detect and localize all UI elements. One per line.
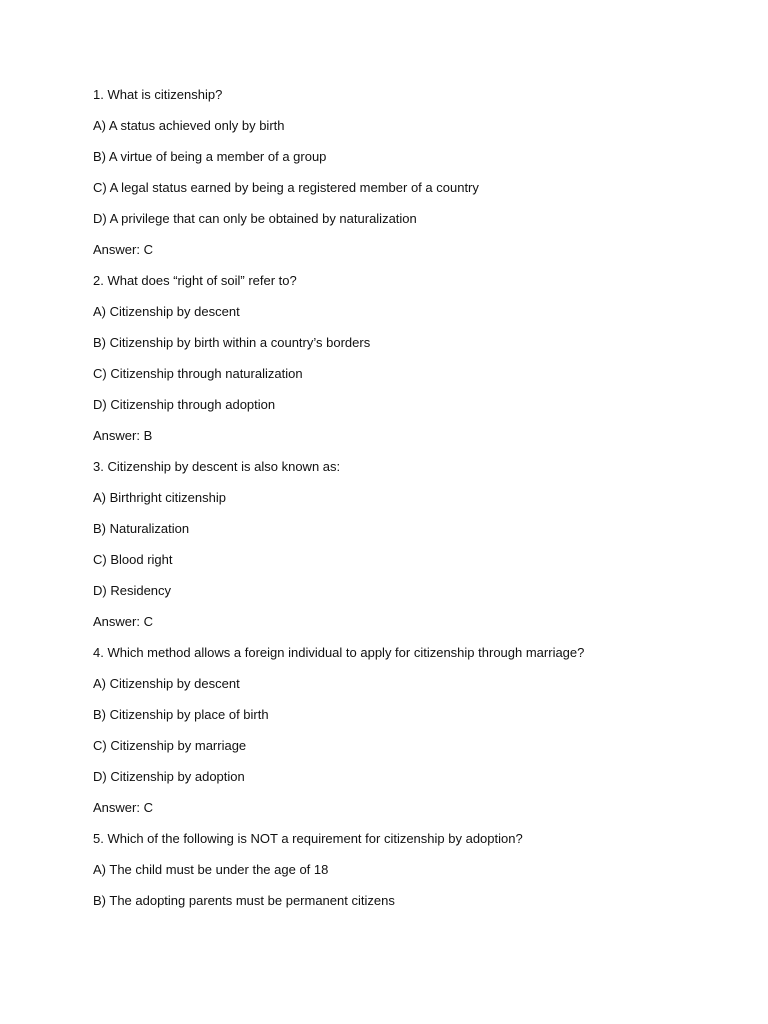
answer-option: C) Citizenship by marriage [93, 738, 247, 753]
answer-option: A) The child must be under the age of 18 [93, 862, 329, 877]
question-text: 2. What does “right of soil” refer to? [93, 273, 297, 288]
answer-option: D) Residency [93, 583, 172, 598]
answer-option: D) Citizenship by adoption [93, 769, 245, 784]
question-text: 1. What is citizenship? [93, 87, 223, 102]
document-body [93, 87, 733, 924]
answer-option: B) The adopting parents must be permanent citizens [93, 893, 395, 908]
answer-key: Answer: B [93, 428, 153, 443]
question-text: 5. Which of the following is NOT a requirement for citizenship by adoption? [93, 831, 523, 846]
question-text: 4. Which method allows a foreign individual to apply for citizenship through marriage? [93, 645, 585, 660]
answer-option: A) Citizenship by descent [93, 676, 240, 691]
answer-key: Answer: C [93, 242, 153, 257]
answer-option: C) Citizenship through naturalization [93, 366, 303, 381]
answer-key: Answer: C [93, 614, 153, 629]
question-text: 3. Citizenship by descent is also known as: [93, 459, 341, 474]
answer-option: B) Citizenship by place of birth [93, 707, 269, 722]
answer-option: A) A status achieved only by birth [93, 118, 285, 133]
answer-key: Answer: C [93, 800, 153, 815]
answer-option: C) A legal status earned by being a registered member of a country [93, 180, 479, 195]
answer-option: A) Birthright citizenship [93, 490, 226, 505]
answer-option: B) A virtue of being a member of a group [93, 149, 327, 164]
answer-option: C) Blood right [93, 552, 173, 567]
answer-option: B) Naturalization [93, 521, 190, 536]
answer-option: A) Citizenship by descent [93, 304, 240, 319]
answer-option: D) A privilege that can only be obtained by naturalization [93, 211, 417, 226]
answer-option: B) Citizenship by birth within a country’s borders [93, 335, 371, 350]
answer-option: D) Citizenship through adoption [93, 397, 276, 412]
